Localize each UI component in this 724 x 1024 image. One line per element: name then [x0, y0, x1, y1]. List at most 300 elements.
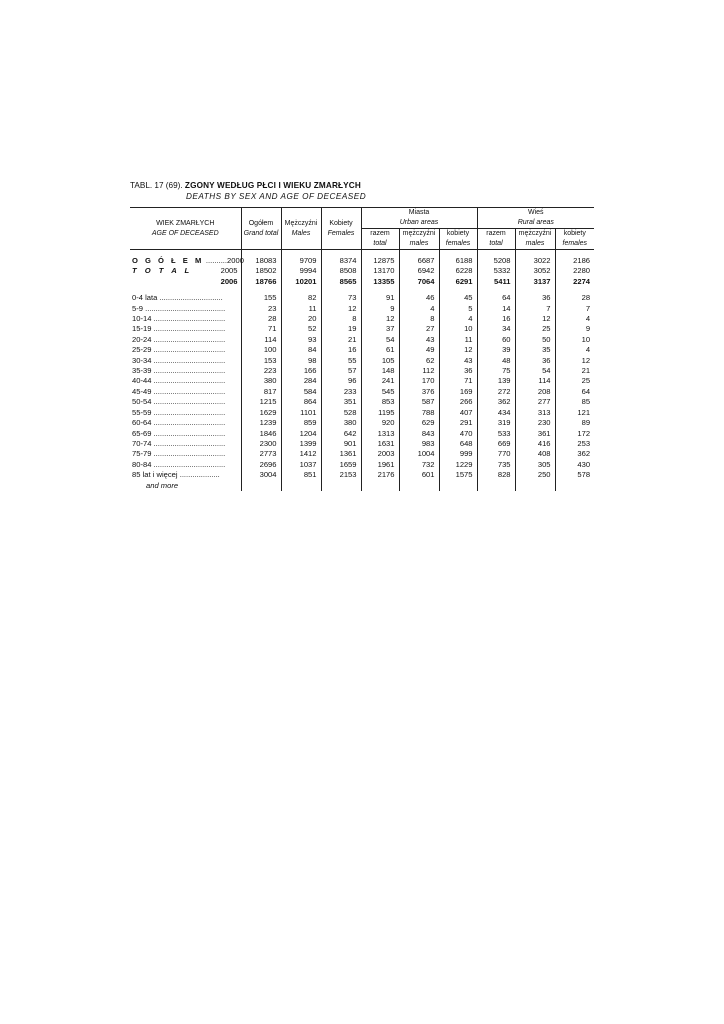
table-cell: 1412 — [281, 449, 321, 459]
table-cell: 284 — [281, 376, 321, 386]
table-row — [130, 376, 594, 386]
table-cell: 36 — [515, 356, 555, 366]
age-group-label — [130, 293, 241, 303]
table-cell: 361 — [515, 429, 555, 439]
table-cell: 920 — [361, 418, 399, 428]
total-year: 2006 — [220, 276, 238, 286]
age-group-text: 40-44 — [132, 376, 152, 386]
table-cell: 62 — [399, 356, 439, 366]
table-cell: 7 — [555, 304, 594, 314]
table-cell: 12 — [515, 314, 555, 324]
rural-females-header: kobiety — [555, 229, 594, 240]
age-group-text: 35-39 — [132, 366, 152, 376]
table-cell: 843 — [399, 429, 439, 439]
grand-total-header-polish: Ogółem — [248, 219, 274, 227]
table-cell: 291 — [439, 418, 477, 428]
table-cell: 84 — [281, 345, 321, 355]
age-group-text: 15-19 — [132, 324, 152, 334]
table-cell: 1215 — [241, 397, 281, 407]
urban-males-header: mężczyźni — [399, 229, 439, 240]
table-cell: 13170 — [361, 266, 399, 276]
table-cell: 25 — [555, 376, 594, 386]
females-header-english: Females — [327, 229, 355, 237]
table-cell: 2773 — [241, 449, 281, 459]
table-cell: 2176 — [361, 470, 399, 480]
table-cell: 34 — [477, 324, 515, 334]
table-title — [130, 180, 594, 191]
age-group-text: 50-54 — [132, 397, 152, 407]
table-cell: 155 — [241, 293, 281, 303]
age-group-label — [130, 408, 241, 418]
urban-females-header: kobiety — [439, 229, 477, 240]
table-cell: 93 — [281, 335, 321, 345]
table-cell: 50 — [515, 335, 555, 345]
table-cell: 1229 — [439, 460, 477, 470]
table-cell: 19 — [321, 324, 361, 334]
age-group-label — [130, 304, 241, 314]
table-cell: 2186 — [555, 256, 594, 266]
stub-header-polish: WIEK ZMARŁYCH — [156, 219, 215, 227]
table-cell: 52 — [281, 324, 321, 334]
age-group-text: 70-74 — [132, 438, 152, 448]
total-year: 2000 — [227, 256, 244, 265]
table-cell: 272 — [477, 387, 515, 397]
table-cell: 20 — [281, 314, 321, 324]
table-row — [130, 356, 594, 366]
table-cell: 1659 — [321, 460, 361, 470]
table-cell: 3137 — [515, 277, 555, 287]
table-cell: 6942 — [399, 266, 439, 276]
table-cell: 57 — [321, 366, 361, 376]
table-cell: 170 — [399, 376, 439, 386]
age-group-label — [130, 376, 241, 386]
table-cell: 223 — [241, 366, 281, 376]
table-row — [130, 408, 594, 418]
table-row — [130, 304, 594, 314]
total-label-polish: O G Ó Ł E M — [132, 256, 204, 265]
age-group-text: 75-79 — [132, 449, 152, 459]
table-cell: 407 — [439, 408, 477, 418]
table-cell: 313 — [515, 408, 555, 418]
table-cell: 1961 — [361, 460, 399, 470]
table-cell: 601 — [399, 470, 439, 480]
table-row — [130, 314, 594, 324]
age-group-label — [130, 439, 241, 449]
table-cell: 9994 — [281, 266, 321, 276]
table-cell: 6291 — [439, 277, 477, 287]
table-cell: 1004 — [399, 449, 439, 459]
urban-males-header-en: males — [399, 239, 439, 250]
table-row — [130, 345, 594, 355]
total-row-label — [130, 277, 241, 287]
table-number: TABL. 17 (69). — [130, 181, 183, 190]
leader-dots: .................................. — [151, 459, 226, 469]
leader-dots: .................................. — [151, 397, 226, 407]
table-cell: 648 — [439, 439, 477, 449]
age-group-text: 45-49 — [132, 386, 152, 396]
table-cell: 166 — [281, 366, 321, 376]
table-cell: 319 — [477, 418, 515, 428]
table-cell: 8 — [321, 314, 361, 324]
table-cell: 983 — [399, 439, 439, 449]
table-cell: 12 — [439, 345, 477, 355]
table-cell: 71 — [439, 376, 477, 386]
table-cell: 241 — [361, 376, 399, 386]
table-cell: 12 — [321, 304, 361, 314]
leader-dots: .................................. — [151, 324, 226, 334]
table-cell: 578 — [555, 470, 594, 480]
table-cell: 10201 — [281, 277, 321, 287]
age-group-text: 85 lat i więcej — [132, 470, 178, 480]
table-cell: 851 — [281, 470, 321, 480]
table-cell: 4 — [399, 304, 439, 314]
table-cell: 853 — [361, 397, 399, 407]
table-cell: 8 — [399, 314, 439, 324]
total-row — [130, 256, 594, 266]
table-cell: 587 — [399, 397, 439, 407]
total-row-label — [130, 256, 244, 266]
age-group-text: 25-29 — [132, 345, 152, 355]
leader-dots: .................................. — [151, 345, 226, 355]
table-cell: 7 — [515, 304, 555, 314]
table-cell: 408 — [515, 449, 555, 459]
table-cell: 11 — [439, 335, 477, 345]
females-header — [321, 208, 361, 250]
table-cell: 2274 — [555, 277, 594, 287]
table-cell: 16 — [477, 314, 515, 324]
age-group-text: 20-24 — [132, 334, 152, 344]
rural-header-polish: Wieś — [528, 209, 544, 216]
stub-header — [130, 208, 241, 250]
urban-header-polish: Miasta — [408, 209, 430, 216]
table-cell: 96 — [321, 376, 361, 386]
table-cell: 169 — [439, 387, 477, 397]
table-row — [130, 460, 594, 470]
table-cell: 859 — [281, 418, 321, 428]
table-cell: 82 — [281, 293, 321, 303]
age-group-label — [130, 470, 241, 480]
table-row-continuation — [130, 481, 594, 491]
table-cell: 1399 — [281, 439, 321, 449]
table-row — [130, 335, 594, 345]
table-row — [130, 418, 594, 428]
table-cell: 153 — [241, 356, 281, 366]
table-row — [130, 397, 594, 407]
table-cell: 380 — [321, 418, 361, 428]
table-cell: 25 — [515, 324, 555, 334]
table-cell: 828 — [477, 470, 515, 480]
table-cell: 105 — [361, 356, 399, 366]
males-header-polish: Mężczyźni — [284, 219, 318, 227]
age-group-text: 0-4 lata — [132, 293, 158, 303]
table-cell: 5208 — [477, 256, 515, 266]
table-cell: 21 — [321, 335, 361, 345]
total-label-english: T O T A L — [132, 266, 193, 276]
table-cell: 9 — [361, 304, 399, 314]
rural-total-header-en: total — [477, 239, 515, 250]
table-cell: 148 — [361, 366, 399, 376]
table-cell: 470 — [439, 429, 477, 439]
table-cell: 9709 — [281, 256, 321, 266]
table-cell: 43 — [439, 356, 477, 366]
table-cell: 250 — [515, 470, 555, 480]
table-cell: 1239 — [241, 418, 281, 428]
table-cell: 1631 — [361, 439, 399, 449]
table-cell: 18083 — [241, 256, 281, 266]
males-header — [281, 208, 321, 250]
table-cell: 35 — [515, 345, 555, 355]
table-cell: 39 — [477, 345, 515, 355]
table-cell: 61 — [361, 345, 399, 355]
table-cell: 64 — [477, 293, 515, 303]
table-cell: 6188 — [439, 256, 477, 266]
table-cell: 430 — [555, 460, 594, 470]
table-cell: 3004 — [241, 470, 281, 480]
table-cell: 12 — [555, 356, 594, 366]
table-cell: 528 — [321, 408, 361, 418]
table-cell: 37 — [361, 324, 399, 334]
urban-header-english: Urban areas — [399, 219, 439, 226]
table-cell: 36 — [439, 366, 477, 376]
table-cell: 9 — [555, 324, 594, 334]
table-cell: 46 — [399, 293, 439, 303]
table-cell: 18766 — [241, 277, 281, 287]
table-title-english: DEATHS BY SEX AND AGE OF DECEASED — [186, 192, 367, 201]
table-cell: 21 — [555, 366, 594, 376]
leader-dots: .................................. — [151, 386, 226, 396]
leader-dots: .................................. — [151, 407, 226, 417]
table-cell: 28 — [241, 314, 281, 324]
table-cell: 11 — [281, 304, 321, 314]
table-cell: 54 — [361, 335, 399, 345]
table-cell: 735 — [477, 460, 515, 470]
table-cell: 362 — [477, 397, 515, 407]
table-cell: 8374 — [321, 256, 361, 266]
leader-dots: ................... — [177, 470, 220, 480]
table-cell: 45 — [439, 293, 477, 303]
table-cell: 16 — [321, 345, 361, 355]
table-cell: 434 — [477, 408, 515, 418]
age-group-label — [130, 314, 241, 324]
total-row — [130, 266, 594, 276]
table-cell: 362 — [555, 449, 594, 459]
table-cell: 642 — [321, 429, 361, 439]
table-cell: 3022 — [515, 256, 555, 266]
table-cell: 3052 — [515, 266, 555, 276]
table-cell: 85 — [555, 397, 594, 407]
grand-total-header-english: Grand total — [243, 229, 279, 237]
table-cell: 2300 — [241, 439, 281, 449]
table-cell: 121 — [555, 408, 594, 418]
table-cell: 7064 — [399, 277, 439, 287]
table-cell: 5411 — [477, 277, 515, 287]
table-cell: 71 — [241, 324, 281, 334]
table-cell: 1204 — [281, 429, 321, 439]
females-header-polish: Kobiety — [329, 219, 353, 227]
table-cell: 55 — [321, 356, 361, 366]
table-row — [130, 439, 594, 449]
table-cell: 4 — [439, 314, 477, 324]
leader-dots: .................................. — [151, 314, 226, 324]
table-cell: 1846 — [241, 429, 281, 439]
urban-total-header: razem — [361, 229, 399, 240]
rural-total-header: razem — [477, 229, 515, 240]
table-row — [130, 324, 594, 334]
table-cell: 376 — [399, 387, 439, 397]
table-cell: 788 — [399, 408, 439, 418]
table-cell: 1361 — [321, 449, 361, 459]
age-group-label — [130, 418, 241, 428]
age-group-label — [130, 387, 241, 397]
rural-areas-header — [477, 208, 594, 229]
table-row — [130, 470, 594, 480]
table-cell: 277 — [515, 397, 555, 407]
table-cell: 253 — [555, 439, 594, 449]
table-cell: 351 — [321, 397, 361, 407]
table-cell: 112 — [399, 366, 439, 376]
age-group-text: 30-34 — [132, 355, 152, 365]
table-cell: 901 — [321, 439, 361, 449]
table-cell: 98 — [281, 356, 321, 366]
table-cell: 2696 — [241, 460, 281, 470]
stub-header-english: AGE OF DECEASED — [151, 229, 219, 237]
age-group-text: 65-69 — [132, 428, 152, 438]
table-cell: 5 — [439, 304, 477, 314]
table-cell: 73 — [321, 293, 361, 303]
table-cell: 139 — [477, 376, 515, 386]
table-cell: 100 — [241, 345, 281, 355]
table-cell: 23 — [241, 304, 281, 314]
table-cell: 1037 — [281, 460, 321, 470]
total-year: 2005 — [220, 266, 238, 276]
table-row — [130, 293, 594, 303]
table-cell: 114 — [241, 335, 281, 345]
table-cell: 8565 — [321, 277, 361, 287]
table-cell: 18502 — [241, 266, 281, 276]
table-cell: 43 — [399, 335, 439, 345]
table-cell: 669 — [477, 439, 515, 449]
age-group-text: 60-64 — [132, 418, 152, 428]
urban-total-header-en: total — [361, 239, 399, 250]
table-row — [130, 449, 594, 459]
age-group-text: 55-59 — [132, 407, 152, 417]
table-cell: 2003 — [361, 449, 399, 459]
urban-females-header-en: females — [439, 239, 477, 250]
table-cell: 817 — [241, 387, 281, 397]
table-cell: 12 — [361, 314, 399, 324]
age-group-text: 10-14 — [132, 314, 152, 324]
total-row — [130, 277, 594, 287]
table-cell: 864 — [281, 397, 321, 407]
table-cell: 54 — [515, 366, 555, 376]
table-cell: 533 — [477, 429, 515, 439]
grand-total-header — [241, 208, 281, 250]
table-cell: 172 — [555, 429, 594, 439]
table-cell: 629 — [399, 418, 439, 428]
table-cell: 770 — [477, 449, 515, 459]
age-group-label — [130, 449, 241, 459]
age-group-label — [130, 366, 241, 376]
table-cell: 75 — [477, 366, 515, 376]
table-cell: 6228 — [439, 266, 477, 276]
table-cell: 584 — [281, 387, 321, 397]
age-group-label — [130, 345, 241, 355]
leader-dots: .................................. — [151, 438, 226, 448]
leader-dots: .................................. — [151, 355, 226, 365]
leader-dots: .............................. — [157, 293, 223, 303]
rural-males-header: mężczyźni — [515, 229, 555, 240]
table-cell: 10 — [439, 324, 477, 334]
table-row — [130, 366, 594, 376]
table-cell: 4 — [555, 345, 594, 355]
urban-areas-header — [361, 208, 477, 229]
rural-females-header-en: females — [555, 239, 594, 250]
table-row — [130, 387, 594, 397]
table-cell: 545 — [361, 387, 399, 397]
rural-header-english: Rural areas — [517, 219, 554, 226]
table-cell: 6687 — [399, 256, 439, 266]
table-cell: 233 — [321, 387, 361, 397]
table-cell: 36 — [515, 293, 555, 303]
table-cell: 91 — [361, 293, 399, 303]
leader-dots: .................................. — [151, 366, 226, 376]
table-cell: 266 — [439, 397, 477, 407]
table-cell: 1575 — [439, 470, 477, 480]
age-group-label-english: and more — [146, 480, 179, 490]
age-group-text: 80-84 — [132, 459, 152, 469]
table-cell: 305 — [515, 460, 555, 470]
leader-dots: .................................. — [151, 376, 226, 386]
table-cell: 230 — [515, 418, 555, 428]
table-cell: 48 — [477, 356, 515, 366]
table-title-polish: ZGONY WEDŁUG PŁCI I WIEKU ZMARŁYCH — [184, 181, 361, 190]
age-group-label — [130, 335, 241, 345]
table-cell: 114 — [515, 376, 555, 386]
table-cell: 60 — [477, 335, 515, 345]
table-cell: 27 — [399, 324, 439, 334]
age-group-label — [130, 429, 241, 439]
table-cell: 2280 — [555, 266, 594, 276]
table-cell: 12875 — [361, 256, 399, 266]
age-group-text: 5-9 — [132, 303, 143, 313]
total-row-label — [130, 266, 241, 276]
table-cell: 380 — [241, 376, 281, 386]
table-cell: 10 — [555, 335, 594, 345]
table-cell: 4 — [555, 314, 594, 324]
age-group-label — [130, 397, 241, 407]
leader-dots: ...................................... — [142, 303, 226, 313]
males-header-english: Males — [291, 229, 311, 237]
rural-males-header-en: males — [515, 239, 555, 250]
table-row — [130, 429, 594, 439]
table-cell: 89 — [555, 418, 594, 428]
table-cell: 1629 — [241, 408, 281, 418]
deaths-table — [130, 207, 594, 491]
age-group-label — [130, 324, 241, 334]
table-title-english-line — [130, 191, 594, 202]
table-page — [130, 180, 594, 491]
table-cell: 732 — [399, 460, 439, 470]
table-cell: 1195 — [361, 408, 399, 418]
table-cell: 5332 — [477, 266, 515, 276]
table-cell: 49 — [399, 345, 439, 355]
table-cell: 8508 — [321, 266, 361, 276]
table-cell: 1101 — [281, 408, 321, 418]
table-cell: 2153 — [321, 470, 361, 480]
age-group-label — [130, 460, 241, 470]
table-cell: 1313 — [361, 429, 399, 439]
table-cell: 28 — [555, 293, 594, 303]
